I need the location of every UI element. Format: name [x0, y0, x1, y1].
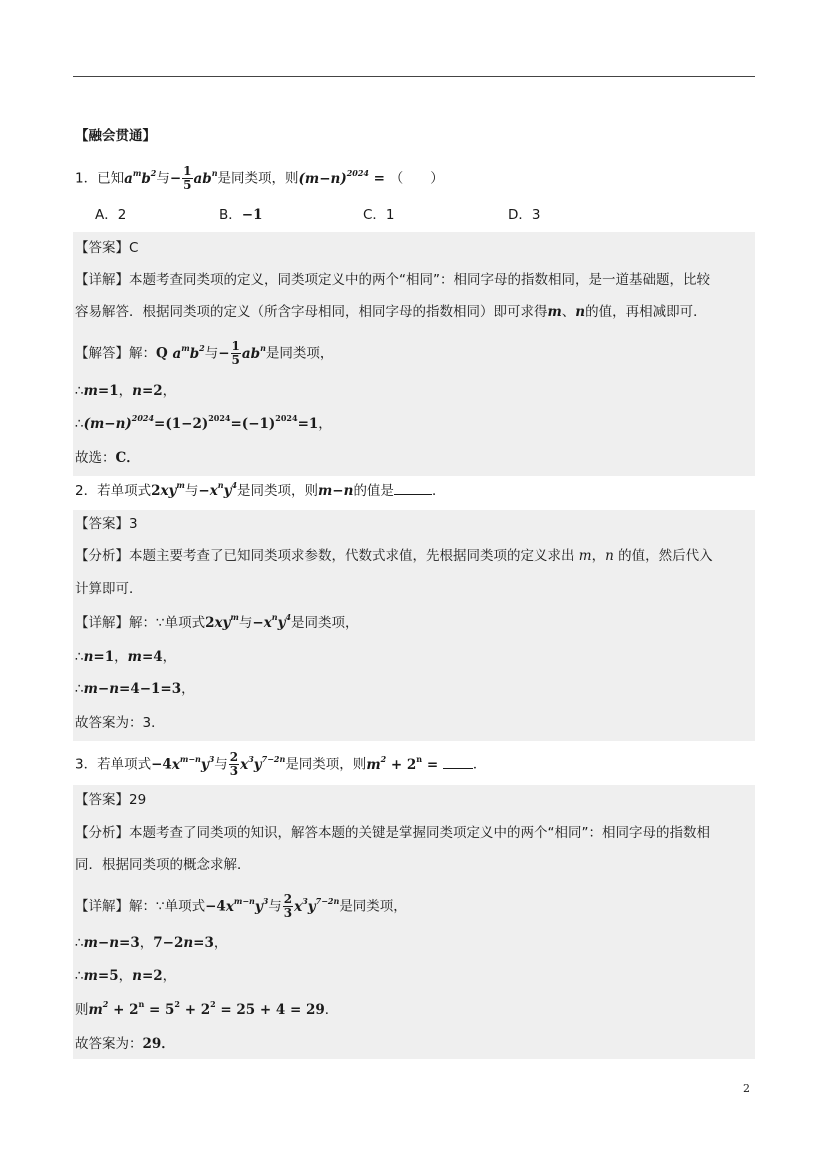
q3-answer: 【答案】29	[75, 792, 147, 808]
q1-solve-3: $\therefore(m-n)^{2024}=(1-2)^{2024}=(-1)^{2024}=1$，	[75, 413, 332, 432]
q2-answer: 【答案】3	[75, 516, 138, 532]
q3-fraction: $\frac{2}{3}$	[229, 750, 239, 778]
q3-detail-1: 【详解】解：∵单项式$-4x^{m-n}y^3$与 $\frac{2}{3}$ $x^3y^{7-2n}$是同类项，	[75, 892, 407, 920]
q1-option-b[interactable]: B．−1	[219, 207, 263, 223]
q1-conclusion: 故选：C．	[75, 450, 140, 466]
q2-analysis-2: 计算即可．	[75, 581, 143, 597]
q3-analysis-2: 同．根据同类项的概念求解．	[75, 857, 251, 873]
q1-solve-2: ∴m=1，n=2，	[75, 383, 177, 399]
q2-detail-3: ∴m−n=4−1=3，	[75, 681, 195, 697]
q1-fraction: $\frac{1}{5}$	[183, 164, 192, 192]
q2-blank[interactable]	[394, 481, 432, 495]
q1-detail-2: 容易解答．根据同类项的定义（所含字母相同，相同字母的指数相同）即可求得m、n的值，再相减即可．	[75, 304, 707, 320]
q2-detail-2: ∴n=1，m=4，	[75, 649, 177, 665]
q3-detail-2: ∴m−n=3，7−2n=3，	[75, 935, 228, 951]
q2-conclusion: 故答案为：3．	[75, 715, 165, 731]
page-number: 2	[743, 1082, 750, 1095]
q1-option-c[interactable]: C．1	[363, 207, 395, 223]
section-title: 【融会贯通】	[75, 128, 156, 144]
q3-stem: 3．若单项式$-4x^{m-n}y^3$与 $\frac{2}{3}$ $x^3y^{7-2n}$是同类项，则$m^2 + 2^n$ = ．	[75, 750, 487, 778]
header-rule	[73, 76, 755, 77]
q2-analysis-1: 【分析】本题主要考查了已知同类项求参数，代数式求值，先根据同类项的定义求出 m，n 的值，然后代入	[75, 548, 713, 564]
q3-conclusion: 故答案为：29．	[75, 1036, 175, 1052]
q3-detail-4: 则$m^2 + 2^n = 5^2 + 2^2 = 25 + 4 = 29$．	[75, 999, 339, 1018]
q1-option-a[interactable]: A．2	[95, 207, 127, 223]
q3-analysis-1: 【分析】本题考查了同类项的知识，解答本题的关键是掌握同类项定义中的两个“相同”：相同字母的指数相	[75, 825, 710, 841]
q1-solve-1: 【解答】解：Q $a^mb^2$与− $\frac{1}{5}$ $ab^n$是同类项，	[75, 339, 334, 367]
q3-detail-3: ∴m=5，n=2，	[75, 968, 177, 984]
q1-detail-1: 【详解】本题考查同类项的定义，同类项定义中的两个“相同”：相同字母的指数相同，是一道基础题，比较	[75, 272, 710, 288]
q1-answer: 【答案】C	[75, 240, 139, 256]
q3-blank[interactable]	[443, 755, 473, 769]
q2-stem: 2．若单项式$2xy^m$与$-x^ny^4$是同类项，则m−n的值是 ．	[75, 480, 446, 499]
q2-detail-1: 【详解】解：∵单项式$2xy^m$与$-x^ny^4$是同类项，	[75, 612, 359, 631]
q1-option-d[interactable]: D．3	[508, 207, 541, 223]
q1-stem: 1．已知$a^mb^2$与− $\frac{1}{5}$ $ab^n$是同类项，则$(m-n)^{2024}$ = （ ）	[75, 164, 444, 192]
